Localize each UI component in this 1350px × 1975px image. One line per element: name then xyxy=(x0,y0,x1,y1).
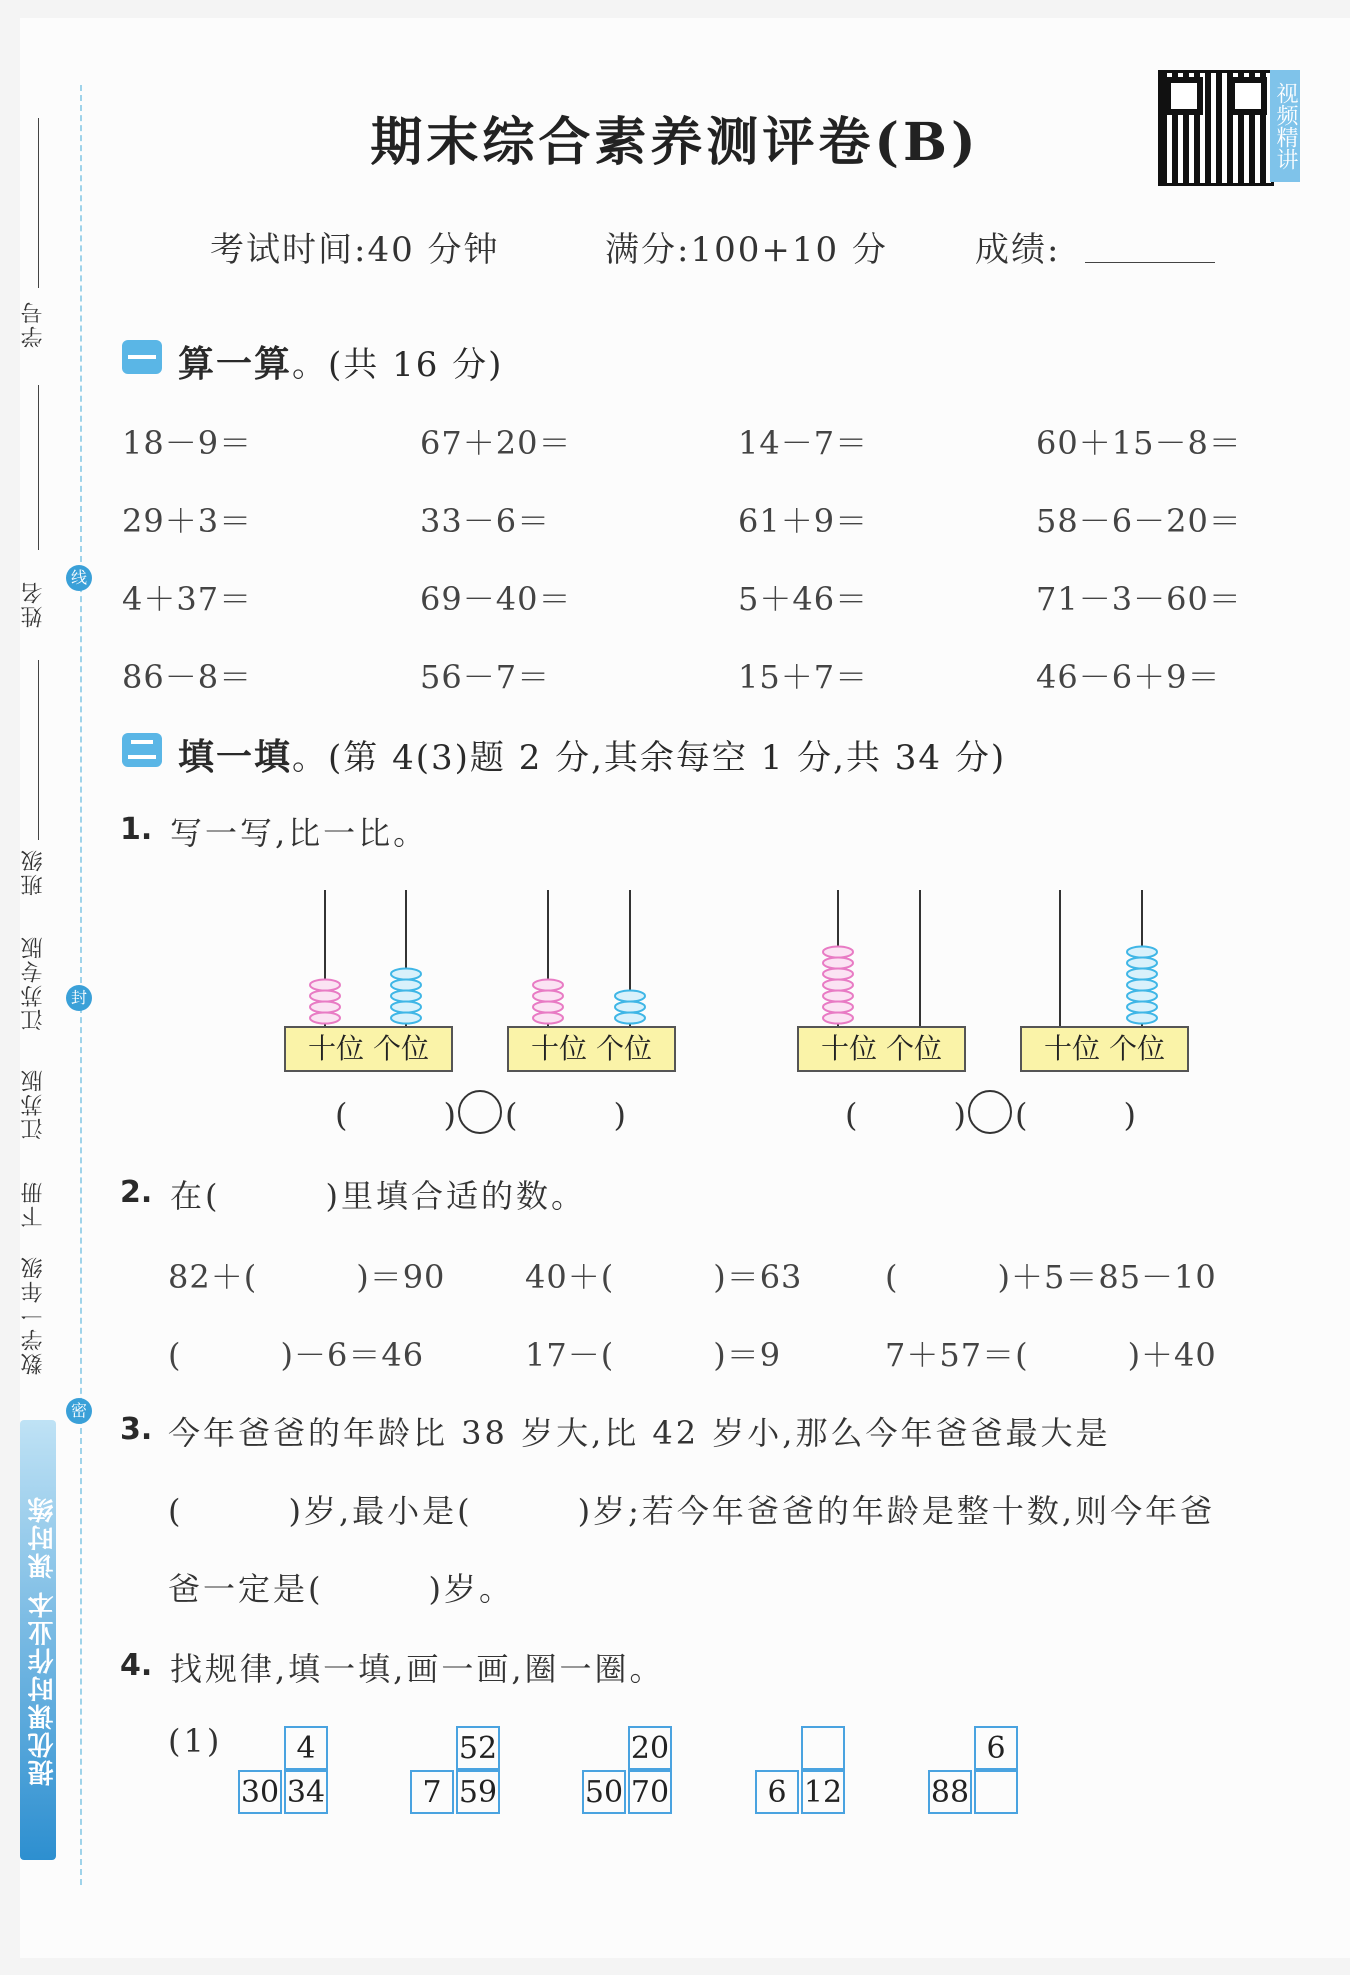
q1-blank-4[interactable]: ( ) xyxy=(1015,1096,1136,1134)
abacus-bead-ones xyxy=(615,991,645,1002)
margin-circle-seal: 封 xyxy=(66,985,92,1011)
section-one-badge xyxy=(122,340,162,374)
calc-item[interactable]: 4＋37＝ xyxy=(122,580,253,618)
label-edition: 江苏专版 xyxy=(21,935,46,1031)
q1-blank-1[interactable]: ( ) xyxy=(335,1096,456,1134)
abacus-bead-tens xyxy=(310,991,340,1002)
q1-number: 1. xyxy=(120,812,153,847)
abacus-bead-tens xyxy=(823,947,853,958)
full-score: 满分:100+10 分 xyxy=(605,230,888,270)
fill-equation[interactable]: 7＋57＝( )＋40 xyxy=(885,1336,1217,1374)
abacus-bead-ones xyxy=(1127,1013,1157,1024)
fill-equation[interactable]: ( )＋5＝85－10 xyxy=(885,1258,1217,1296)
abacus-drawings xyxy=(0,880,1350,1030)
q2-text: 在( )里填合适的数。 xyxy=(170,1177,586,1215)
abacus-bead-ones xyxy=(1127,1002,1157,1013)
fill-equation[interactable]: 82＋( )＝90 xyxy=(168,1258,446,1296)
blank-line-name xyxy=(38,385,39,550)
place-value-label-2: 十位 个位 xyxy=(507,1026,676,1072)
abacus-bead-tens xyxy=(533,980,563,991)
fill-equation[interactable]: 17－( )＝9 xyxy=(525,1336,782,1374)
abacus-bead-ones xyxy=(391,1002,421,1013)
pattern-cell-br: 70 xyxy=(628,1770,672,1814)
section-one-title xyxy=(178,336,503,387)
abacus-bead-tens xyxy=(823,980,853,991)
abacus-bead-tens xyxy=(823,1013,853,1024)
abacus-bead-ones xyxy=(1127,947,1157,958)
abacus-bead-ones xyxy=(391,969,421,980)
abacus-bead-tens xyxy=(823,969,853,980)
label-version: 江苏版 xyxy=(21,1068,46,1140)
calc-item[interactable]: 86－8＝ xyxy=(122,658,253,696)
pattern-cell-top: 6 xyxy=(974,1726,1018,1770)
abacus-bead-tens xyxy=(533,991,563,1002)
abacus-bead-ones xyxy=(1127,969,1157,980)
pattern-cell-bl: 88 xyxy=(928,1770,972,1814)
video-tag: 视频精讲 xyxy=(1270,70,1300,182)
pattern-cell-top: 52 xyxy=(456,1726,500,1770)
pattern-cell-br[interactable] xyxy=(974,1770,1018,1814)
abacus-bead-tens xyxy=(533,1013,563,1024)
pattern-cell-bl: 7 xyxy=(410,1770,454,1814)
abacus-bead-tens xyxy=(533,1002,563,1013)
book-spine-banner xyxy=(20,1420,56,1860)
section-two-note: 。(第 4(3)题 2 分,其余每空 1 分,共 34 分) xyxy=(292,738,1007,778)
abacus-bead-tens xyxy=(823,1002,853,1013)
place-value-label-4: 十位 个位 xyxy=(1020,1026,1189,1072)
q3-number: 3. xyxy=(120,1412,153,1447)
q1-compare-circle-2[interactable] xyxy=(968,1090,1012,1134)
abacus-bead-tens xyxy=(310,980,340,991)
abacus-bead-ones xyxy=(1127,991,1157,1002)
score-blank[interactable] xyxy=(1085,262,1215,263)
label-volume: 下册 xyxy=(21,1180,46,1228)
label-grade: 数学一年级 xyxy=(21,1255,46,1375)
margin-circle-secret: 密 xyxy=(66,1398,92,1424)
pattern-cell-top: 4 xyxy=(284,1726,328,1770)
pattern-cell-br: 12 xyxy=(801,1770,845,1814)
section-one-name: 算一算 xyxy=(178,344,293,385)
calc-item[interactable]: 46－6＋9＝ xyxy=(1036,658,1221,696)
pattern-cell-br: 34 xyxy=(284,1770,328,1814)
place-value-label-1: 十位 个位 xyxy=(284,1026,453,1072)
q3-line-3: 爸一定是( )岁。 xyxy=(168,1570,514,1608)
calc-item[interactable]: 56－7＝ xyxy=(420,658,551,696)
label-student-no: 学号 xyxy=(21,300,46,348)
abacus-bead-tens xyxy=(310,1002,340,1013)
calc-item[interactable]: 18－9＝ xyxy=(122,424,253,462)
abacus-bead-ones xyxy=(391,980,421,991)
calc-item[interactable]: 14－7＝ xyxy=(738,424,869,462)
calc-item[interactable]: 29＋3＝ xyxy=(122,502,253,540)
margin-circle-line: 线 xyxy=(66,565,92,591)
q3-line-2: ( )岁,最小是( )岁;若今年爸爸的年龄是整十数,则今年爸 xyxy=(168,1492,1216,1530)
pattern-cell-bl: 30 xyxy=(238,1770,282,1814)
section-two-name: 填一填 xyxy=(178,737,293,778)
abacus-bead-ones xyxy=(615,1013,645,1024)
abacus-bead-ones xyxy=(1127,980,1157,991)
label-class: 班级 xyxy=(21,848,46,896)
place-value-label-3: 十位 个位 xyxy=(797,1026,966,1072)
abacus-bead-ones xyxy=(615,1002,645,1013)
exam-time: 考试时间:40 分钟 xyxy=(210,230,500,270)
abacus-bead-tens xyxy=(823,991,853,1002)
q1-blank-3[interactable]: ( ) xyxy=(845,1096,966,1134)
q1-compare-circle-1[interactable] xyxy=(458,1090,502,1134)
blank-line-class xyxy=(38,660,39,840)
q1-text: 写一写,比一比。 xyxy=(170,814,429,852)
q1-blank-2[interactable]: ( ) xyxy=(505,1096,626,1134)
section-one-note: 。(共 16 分) xyxy=(292,345,504,385)
calc-item[interactable]: 61＋9＝ xyxy=(738,502,869,540)
pattern-cell-bl: 6 xyxy=(755,1770,799,1814)
q2-number: 2. xyxy=(120,1175,153,1210)
fill-equation[interactable]: ( )－6＝46 xyxy=(168,1336,425,1374)
abacus-bead-tens xyxy=(310,1013,340,1024)
calc-item[interactable]: 33－6＝ xyxy=(420,502,551,540)
q4-sub-label: (1) xyxy=(168,1722,223,1760)
pattern-cell-bl: 50 xyxy=(582,1770,626,1814)
pattern-cell-top[interactable] xyxy=(801,1726,845,1770)
abacus-bead-ones xyxy=(391,1013,421,1024)
spine-text: 提优课时作业本 课时练 xyxy=(28,1494,58,1786)
calc-item[interactable]: 60＋15－8＝ xyxy=(1036,424,1242,462)
abacus-bead-ones xyxy=(391,991,421,1002)
page-title: 期末综合素养测评卷(B) xyxy=(370,112,980,173)
section-two-title xyxy=(178,729,1006,780)
q4-text: 找规律,填一填,画一画,圈一圈。 xyxy=(170,1650,665,1688)
calc-item[interactable]: 15＋7＝ xyxy=(738,658,869,696)
fill-equation[interactable]: 40＋( )＝63 xyxy=(525,1258,803,1296)
pattern-cell-top: 20 xyxy=(628,1726,672,1770)
calc-item[interactable]: 58－6－20＝ xyxy=(1036,502,1242,540)
calc-item[interactable]: 71－3－60＝ xyxy=(1036,580,1242,618)
abacus-bead-ones xyxy=(1127,958,1157,969)
abacus-bead-tens xyxy=(823,958,853,969)
section-two-badge xyxy=(122,733,162,767)
q3-line-1: 今年爸爸的年龄比 38 岁大,比 42 岁小,那么今年爸爸最大是 xyxy=(168,1414,1111,1452)
label-name: 姓名 xyxy=(21,580,46,628)
score-label: 成绩: xyxy=(975,230,1061,270)
calc-item[interactable]: 69－40＝ xyxy=(420,580,572,618)
pattern-cell-br: 59 xyxy=(456,1770,500,1814)
calc-item[interactable]: 5＋46＝ xyxy=(738,580,869,618)
q4-number: 4. xyxy=(120,1648,153,1683)
qr-code-icon[interactable] xyxy=(1158,70,1274,186)
calc-item[interactable]: 67＋20＝ xyxy=(420,424,572,462)
